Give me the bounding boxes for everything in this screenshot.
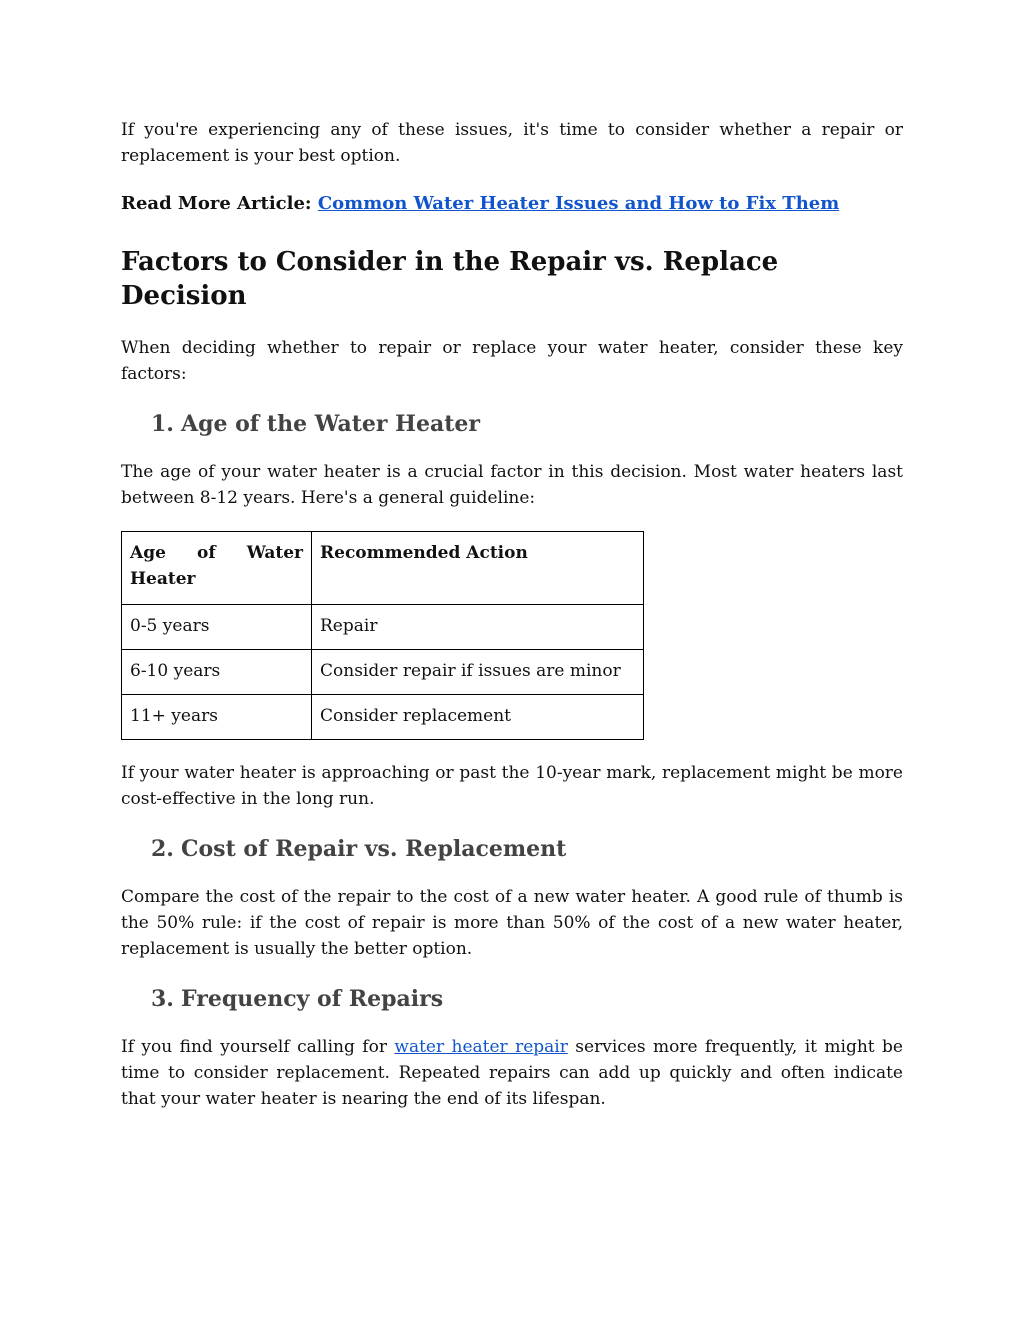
read-more-line (121, 191, 903, 217)
section-title: Factors to Consider in the Repair vs. Replace Decision (121, 247, 779, 311)
table-header-row (122, 532, 644, 605)
factor-1-heading (151, 409, 903, 439)
factor-2-number: 2. (151, 836, 174, 862)
table-row (122, 605, 644, 650)
factor-2-paragraph: Compare the cost of the repair to the cost of a new water heater. A good rule of thumb is the 50% rule: if the cost of repair is more than 50% of the cost of a new water heater, replacement is usually the better option. (121, 887, 903, 959)
factor-1-title: Age of the Water Heater (181, 411, 480, 437)
document-page (121, 117, 903, 1112)
table-cell-age: 0-5 years (122, 605, 312, 650)
factor-3-title: Frequency of Repairs (181, 986, 444, 1012)
table-cell-action: Consider repair if issues are minor (312, 650, 644, 695)
factor-3-text-after-link: services more frequently, it might be time to consider replacement. Repeated repairs can add up quickly and often indicate that your water heater is nearing the end of its lifespan. (121, 1037, 903, 1109)
factor-2-title: Cost of Repair vs. Replacement (181, 836, 567, 862)
table-cell-action: Repair (312, 605, 644, 650)
table-cell-age: 11+ years (122, 695, 312, 740)
intro-paragraph: If you're experiencing any of these issues, it's time to consider whether a repair or replacement is your best option. (121, 120, 903, 166)
factor-3-number: 3. (151, 986, 174, 1012)
table-cell-age: 6-10 years (122, 650, 312, 695)
table-row (122, 650, 644, 695)
factor-1-number: 1. (151, 411, 174, 437)
water-heater-repair-link[interactable]: water heater repair (394, 1037, 568, 1057)
section-intro-paragraph: When deciding whether to repair or replace your water heater, consider these key factors: (121, 338, 903, 384)
table-cell-action: Consider replacement (312, 695, 644, 740)
read-more-link[interactable]: Common Water Heater Issues and How to Fix Them (317, 193, 840, 214)
factor-3-paragraph (121, 1034, 903, 1112)
factor-1-paragraph: The age of your water heater is a crucial factor in this decision. Most water heaters last between 8-12 years. Here's a general guideline: (121, 462, 903, 508)
age-guideline-table (121, 531, 644, 740)
table-header-age: Age of Water Heater (122, 532, 312, 605)
factor-3-heading (151, 984, 903, 1014)
after-table-paragraph: If your water heater is approaching or past the 10-year mark, replacement might be more cost-effective in the long run. (121, 763, 903, 809)
table-header-action: Recommended Action (312, 532, 644, 605)
read-more-label: Read More Article: (121, 193, 312, 214)
factor-2-heading (151, 834, 903, 864)
table-row (122, 695, 644, 740)
factor-3-text-before-link: If you find yourself calling for (121, 1037, 395, 1057)
